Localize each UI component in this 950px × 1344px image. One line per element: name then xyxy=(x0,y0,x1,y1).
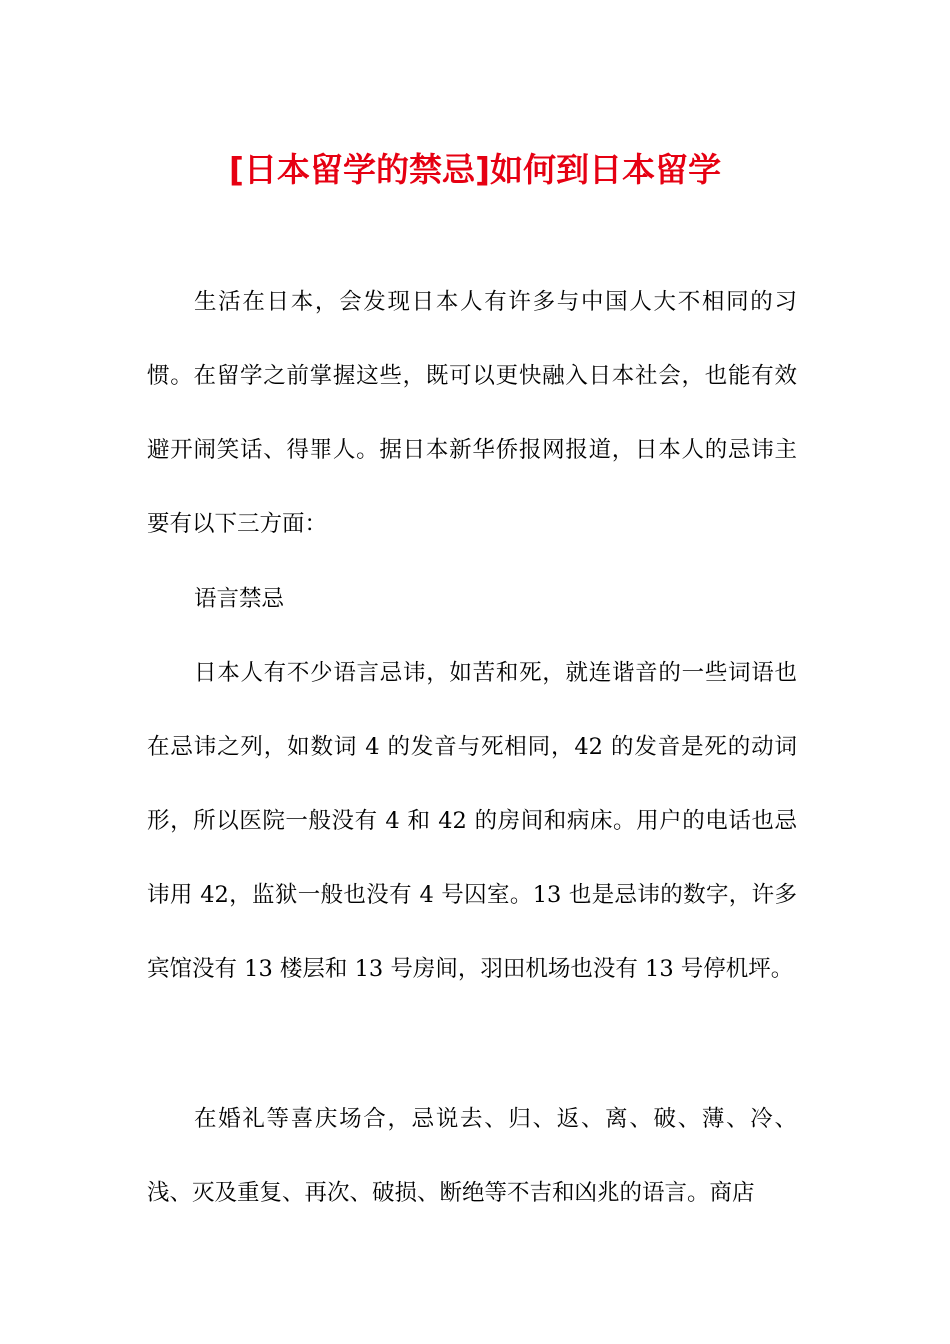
section-heading-language-taboo: 语言禁忌 xyxy=(194,586,285,612)
paragraph-number-taboo: 日本人有不少语言忌讳，如苦和死，就连谐音的一些词语也在忌讳之列，如数词 4 的发音与死相同，42 的发音是死的动词形，所以医院一般没有 4 和 42 的房间和病床。用户的电话也忌讳用 42，监狱一般也没有 4 号囚室。13 也是忌讳的数字，许多宾馆没有 13 楼层和 13 号房间，羽田机场也没有 13 号停机坪。 xyxy=(147,660,797,982)
paragraph-wedding-taboo: 在婚礼等喜庆场合，忌说去、归、返、离、破、薄、冷、浅、灭及重复、再次、破损、断绝等不吉和凶兆的语言。商店 xyxy=(147,1106,797,1206)
document-title: [日本留学的禁忌]如何到日本留学 xyxy=(228,150,722,189)
paragraph-intro: 生活在日本，会发现日本人有许多与中国人大不相同的习惯。在留学之前掌握这些，既可以更快融入日本社会，也能有效避开闹笑话、得罪人。据日本新华侨报网报道，日本人的忌讳主要有以下三方面： xyxy=(147,289,797,537)
